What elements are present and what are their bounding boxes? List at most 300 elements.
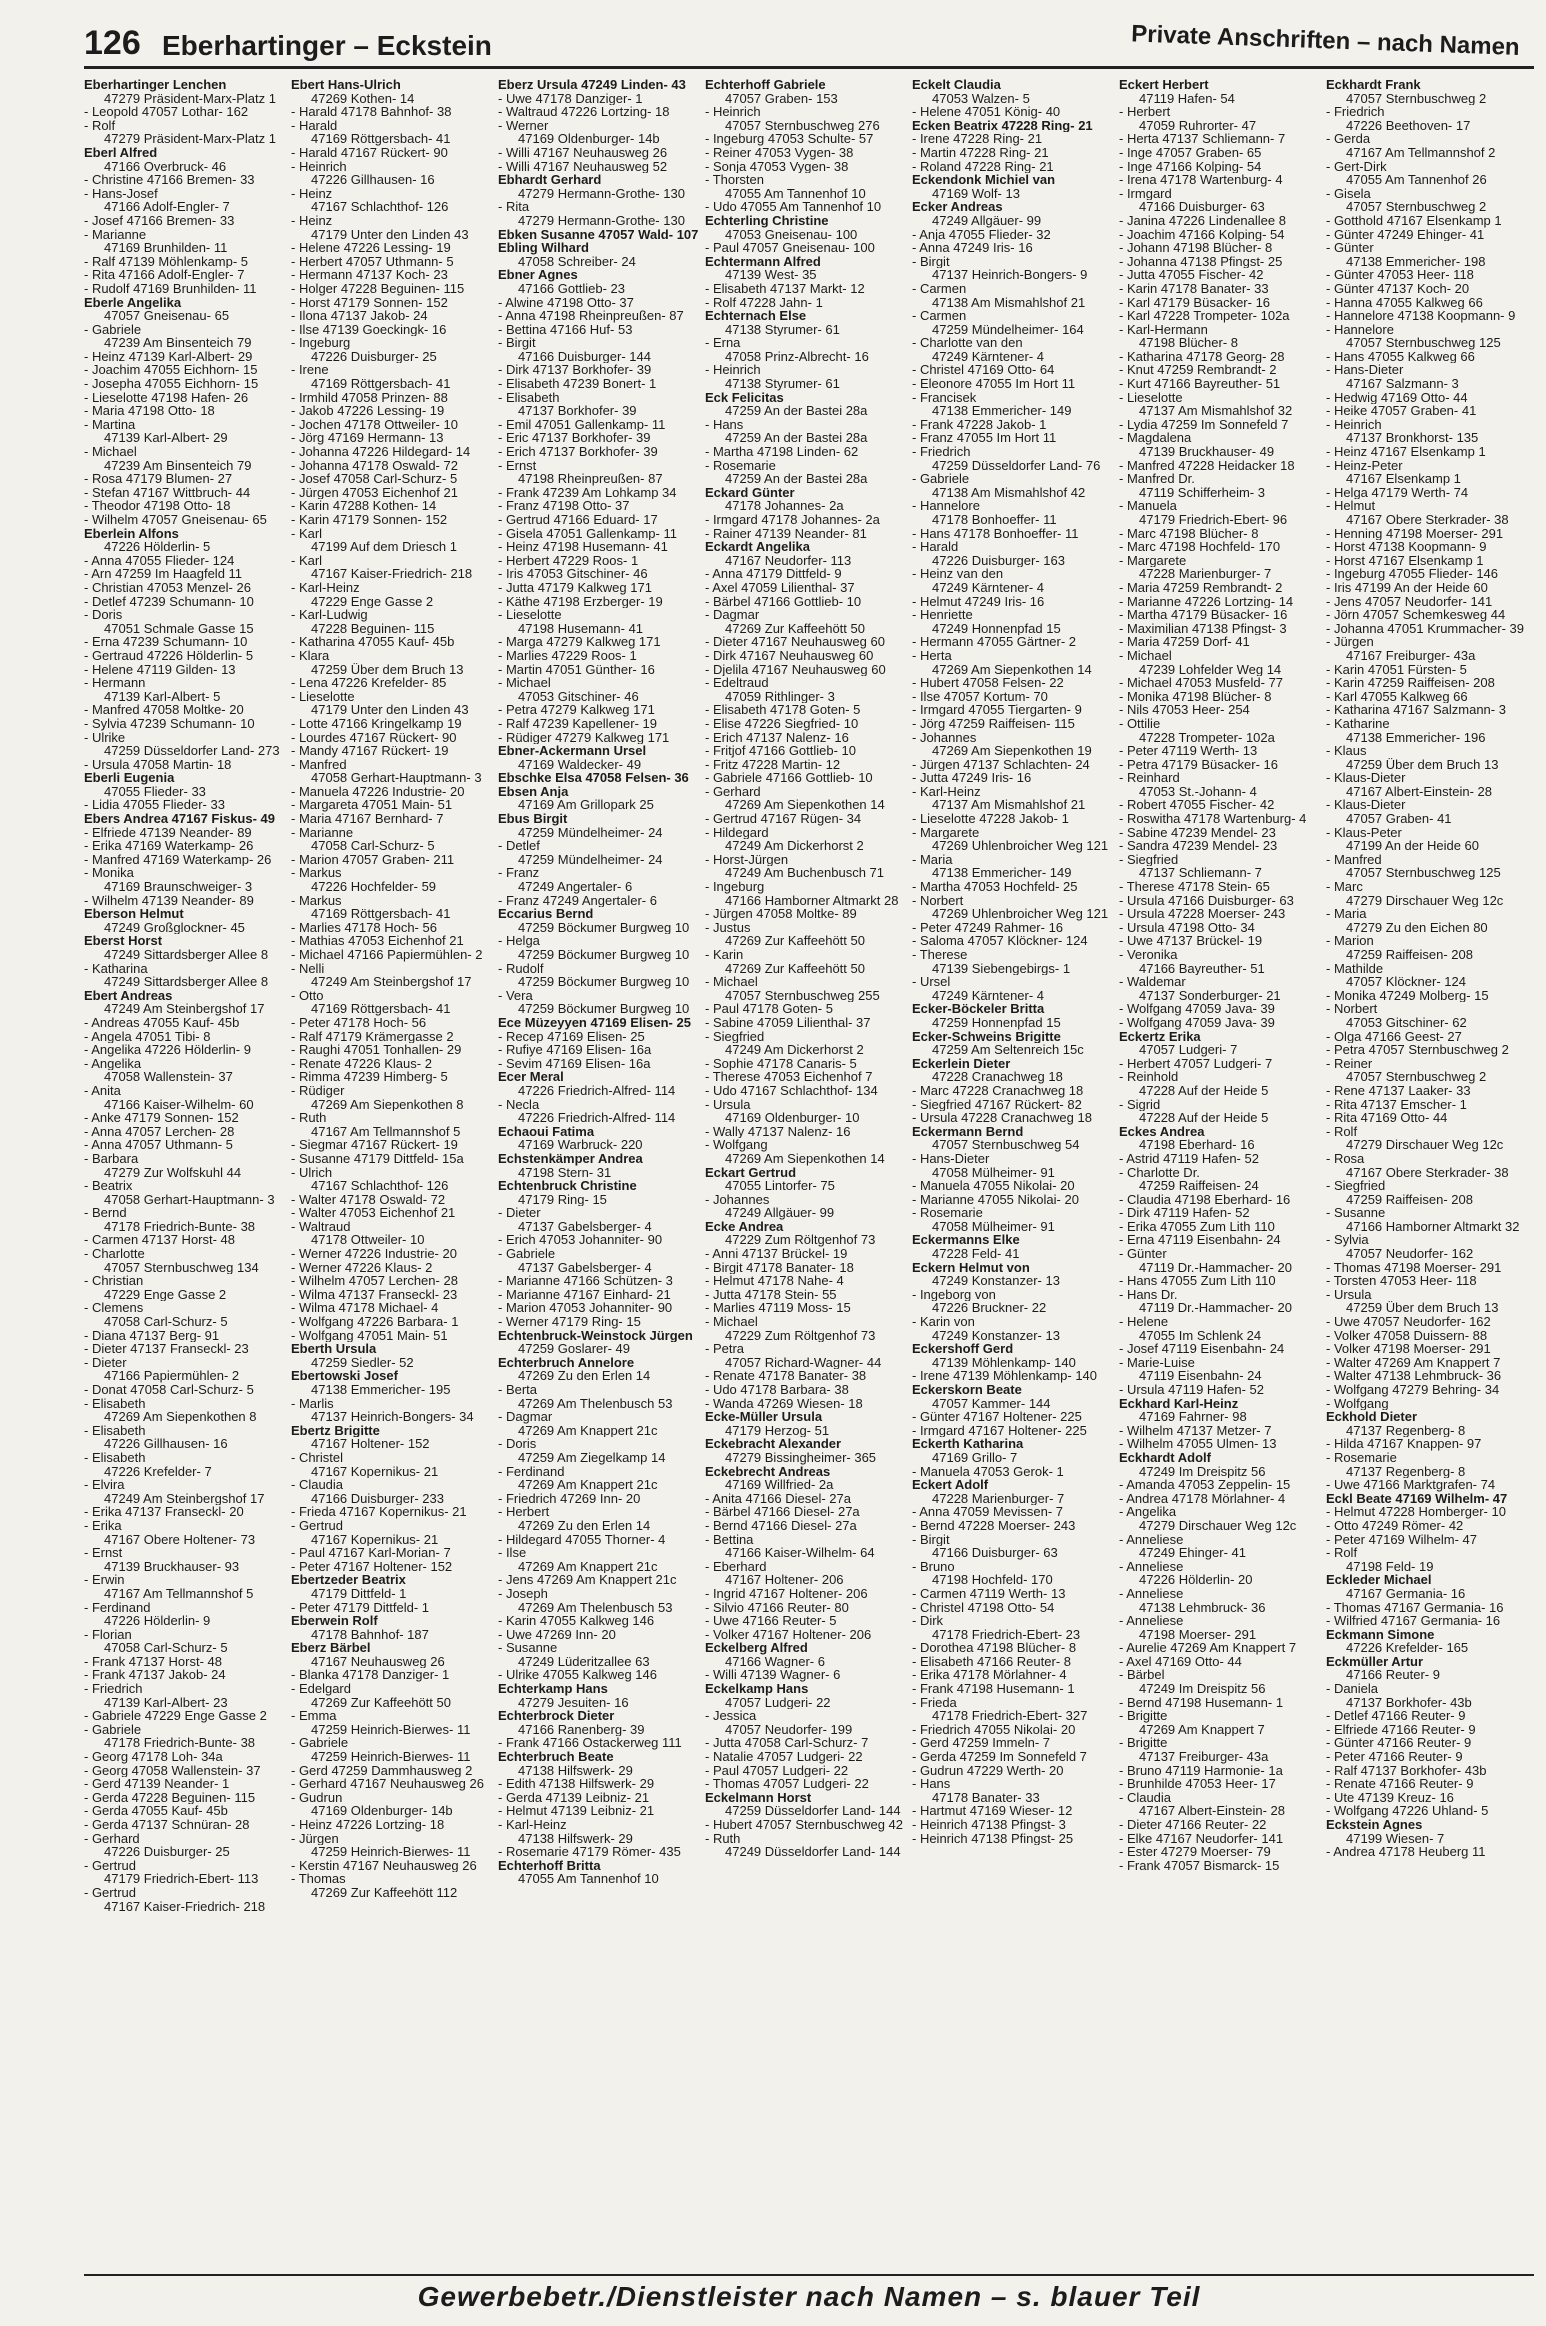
entry-surname: Eckardt Angelika [705,540,811,554]
entry-person: - Karl [291,526,323,541]
entry-address: 47166 Reuter- 9 [1346,1668,1440,1683]
entry-address: 47198 Eberhard- 16 [1139,1138,1255,1152]
entry-person: - Erna 47119 Eisenbahn- 24 [1119,1233,1281,1248]
entry-address: 47226 Duisburger- 163 [932,553,1065,568]
entry-person: - Elise 47226 Siegfried- 10 [705,716,859,731]
entry-address: 47167 Schlachthof- 126 [311,1179,449,1193]
entry-person: - Günter 47167 Holtener- 225 [912,1410,1082,1424]
entry-address: 47057 Sternbuschweg 2 [1346,91,1487,106]
entry-address: 47269 Uhlenbroicher Weg 121 [932,907,1109,921]
entry-address: 47167 Schlachthof- 126 [311,200,449,214]
entry-person: - Paul 47178 Goten- 5 [705,1002,833,1016]
entry-person: - Ingeburg [291,336,351,350]
entry-surname: Eckleder Michael [1326,1573,1432,1587]
entry-address: 47057 Sternbuschweg 2 [1346,1070,1487,1084]
entry-surname: Ebhardt Gerhard [498,173,602,187]
entry-address: 47178 Banater- 33 [932,1790,1040,1805]
entry-person: - Uwe 47137 Brückel- 19 [1119,934,1263,948]
entry-address: 47169 Röttgersbach- 41 [311,907,451,921]
entry-address: 47228 Marienburger- 7 [932,1491,1065,1506]
entry-person: - Necla [498,1097,540,1112]
entry-person: - Alwine 47198 Otto- 37 [498,295,634,310]
entry-person: - Helmut 47178 Nahe- 4 [705,1274,844,1288]
entry-person: - Ingrid 47167 Holtener- 206 [705,1586,868,1601]
entry-person: - Heinrich 47138 Pfingst- 25 [912,1831,1074,1846]
entry-person: - Gerda 47055 Kauf- 45b [84,1804,228,1818]
entry-person: - Katharina 47055 Kauf- 45b [291,635,455,649]
entry-person: - Ulrike 47055 Kalkweg 146 [498,1668,657,1683]
entry-person: - Susanne [498,1641,558,1655]
entry-address: 47137 Borkhofer- 43b [1346,1695,1472,1710]
entry-person: - Hans 47178 Bonhoeffer- 11 [912,526,1079,541]
entry-person: - Amanda 47053 Zeppelin- 15 [1119,1478,1291,1492]
entry-person: - Herbert 47057 Uthmann- 5 [291,254,454,269]
entry-address: 47228 Beguinen- 115 [311,621,435,636]
entry-address: 47226 Krefelder- 7 [104,1464,212,1479]
entry-person: - Heinz [291,213,333,228]
entry-address: 47137 Regenberg- 8 [1346,1423,1466,1438]
entry-person: - Anna 47057 Uthmann- 5 [84,1138,233,1152]
entry-person: - Rolf [84,118,116,133]
entry-person: - Gerda 47259 Im Sonnefeld 7 [912,1750,1087,1764]
entry-person: - Johann 47198 Blücher- 8 [1119,241,1273,255]
entry-address: 47138 Lehmbruck- 36 [1139,1600,1266,1615]
entry-person: - Ingeborg von [912,1287,996,1302]
entry-person: - Manfred 47169 Waterkamp- 26 [84,852,272,867]
entry-person: - Irene [291,363,329,378]
entry-person: - Rita 47166 Adolf-Engler- 7 [84,268,245,282]
entry-surname: Eberle Angelika [84,295,182,310]
entry-address: 47139 West- 35 [725,268,817,282]
entry-address: 47259 Über dem Bruch 13 [311,662,464,677]
directory-columns [84,78,1534,2268]
entry-address: 47249 Im Dreispitz 56 [1139,1464,1266,1479]
entry-person: - Gabriele [498,1247,556,1261]
entry-address: 47178 Friedrich-Ebert- 23 [932,1627,1081,1642]
entry-person: - Anna 47198 Rheinpreußen- 87 [498,309,684,323]
entry-address: 47169 Wolf- 13 [932,186,1020,201]
entry-address: 47249 Am Steinbergshof 17 [311,975,472,989]
entry-person: - Hermann [84,676,146,690]
entry-address: 47167 Obere Sterkrader- 38 [1346,1165,1509,1180]
entry-surname: Ecke Andrea [705,1219,784,1234]
entry-address: 47249 Großglockner- 45 [104,920,245,935]
entry-address: 47229 Zum Röltgenhof 73 [725,1233,876,1248]
entry-person: - Hildegard 47055 Thorner- 4 [498,1532,666,1547]
entry-address: 47239 Am Binsenteich 79 [104,336,252,350]
entry-person: - Florian [84,1627,132,1642]
entry-address: 47057 Sternbuschweg 276 [725,118,880,133]
entry-person: - Gabriele [84,322,142,337]
entry-person: - Erika [84,1518,122,1533]
entry-person: - Irmgard 47178 Johannes- 2a [705,513,880,527]
entry-surname: Eckes Andrea [1119,1124,1205,1139]
entry-person: - Knut 47259 Rembrandt- 2 [1119,363,1277,378]
entry-person: - Carmen 47137 Horst- 48 [84,1233,236,1248]
entry-address: 47137 Am Mismahlshof 21 [932,798,1086,813]
entry-person: - Peter 47179 Dittfeld- 1 [291,1600,430,1615]
entry-person: - Karl 47055 Kalkweg 66 [1326,689,1468,704]
entry-person: - Fritz 47228 Martin- 12 [705,757,841,772]
entry-person: - Susanne [1326,1206,1386,1220]
entry-address: 47249 Am Dickerhorst 2 [725,839,864,853]
entry-person: - Gabriele [291,1736,349,1751]
entry-surname: Ebken Susanne 47057 Wald- 107 [498,227,699,242]
entry-person: - Joseph [498,1586,548,1601]
entry-person: - Karin 47051 Fürsten- 5 [1326,662,1467,677]
entry-surname: Ecker-Schweins Brigitte [912,1029,1061,1044]
entry-person: - Maria [912,852,953,867]
entry-person: - Sylvia [1326,1233,1369,1248]
entry-person: - Christian [84,1274,144,1288]
entry-person: - Rene 47137 Laaker- 33 [1326,1083,1471,1098]
entry-person: - Irmhild 47058 Prinzen- 88 [291,390,448,405]
entry-person: - Klaus-Dieter [1326,798,1406,813]
entry-person: - Friedrich [1326,105,1385,119]
entry-person: - Kerstin 47167 Neuhausweg 26 [291,1858,477,1873]
entry-person: - Emil 47051 Gallenkamp- 11 [498,417,666,432]
entry-person: - Jürgen [291,1831,339,1846]
entry-person: - Rita 47169 Otto- 44 [1326,1111,1448,1125]
entry-person: - Elisabeth 47239 Bonert- 1 [498,377,657,391]
entry-address: 47269 Zur Kaffeehött 50 [311,1695,451,1710]
entry-person: - Volker 47058 Duissern- 88 [1326,1328,1488,1343]
entry-person: - Inge 47057 Graben- 65 [1119,145,1262,160]
entry-person: - Lieselotte 47228 Jakob- 1 [912,812,1069,826]
entry-person: - Ingeburg 47053 Schulte- 57 [705,132,874,146]
entry-address: 47053 Gitschiner- 62 [1346,1015,1467,1030]
entry-person: - Marion [1326,934,1374,948]
entry-person: - Franz [498,866,540,881]
entry-address: 47269 Zur Kaffeehött 112 [311,1885,458,1900]
entry-address: 47166 Hamborner Altmarkt 28 [725,893,899,908]
entry-person: - Gertraud 47226 Hölderlin- 5 [84,648,254,663]
entry-person: - Diana 47137 Berg- 91 [84,1328,220,1343]
entry-person: - Johanna 47226 Hildegard- 14 [291,445,471,459]
entry-person: - Rosa 47179 Blumen- 27 [84,472,233,486]
entry-surname: Echaoui Fatima [498,1124,595,1139]
entry-person: - Walter 47138 Lehmbruck- 36 [1326,1369,1502,1383]
entry-person: - Friedrich 47269 Inn- 20 [498,1491,641,1506]
entry-person: - Therese 47178 Stein- 65 [1119,880,1270,894]
entry-address: 47179 Dittfeld- 1 [311,1586,407,1601]
entry-address: 47058 Wallenstein- 37 [104,1070,233,1084]
entry-person: - Manfred [291,757,347,772]
entry-person: - Werner 47226 Industrie- 20 [291,1247,457,1261]
entry-person: - Michael 47166 Papiermühlen- 2 [291,948,483,962]
entry-person: - Gert-Dirk [1326,159,1387,174]
entry-address: 47269 Zur Kaffeehött 50 [725,621,865,636]
entry-address: 47226 Bruckner- 22 [932,1301,1047,1316]
entry-address: 47137 Sonderburger- 21 [1139,988,1281,1003]
entry-person: - Marion 47053 Johanniter- 90 [498,1301,673,1316]
entry-surname: Eberl Alfred [84,145,158,160]
entry-person: - Ursula [705,1097,751,1112]
entry-address: 47259 Böckumer Burgweg 10 [518,948,690,962]
entry-person: - Detlef 47166 Reuter- 9 [1326,1709,1466,1723]
entry-person: - Wilhelm 47057 Gneisenau- 65 [84,513,267,527]
entry-address: 47057 Klöckner- 124 [1346,975,1466,989]
entry-person: - Bernd 47228 Moerser- 243 [912,1518,1076,1533]
entry-surname: Eckebrecht Andreas [705,1464,831,1479]
entry-person: - Clemens [84,1301,144,1316]
entry-address: 47055 Im Schlenk 24 [1139,1328,1262,1343]
entry-address: 47138 Emmericher- 196 [1346,730,1486,745]
entry-surname: Ebert Andreas [84,988,173,1003]
entry-person: - Detlef 47239 Schumann- 10 [84,594,254,609]
entry-person: - Walter 47269 Am Knappert 7 [1326,1355,1501,1370]
entry-address: 47167 Albert-Einstein- 28 [1139,1804,1285,1818]
entry-person: - Marlies 47119 Moss- 15 [705,1301,851,1316]
entry-person: - Werner 47226 Klaus- 2 [291,1260,433,1275]
entry-address: 47166 Kaiser-Wilhelm- 64 [725,1546,875,1560]
entry-address: 47057 Sternbuschweg 255 [725,988,880,1003]
entry-address: 47055 Am Tannenhof 26 [1346,173,1487,187]
entry-person: - Gabriele 47166 Gottlieb- 10 [705,771,873,785]
entry-person: - Johannes [912,730,977,745]
entry-person: - Horst-Jürgen [705,852,789,867]
entry-address: 47269 Am Siepenkothen 14 [932,662,1092,677]
entry-person: - Bernd [84,1206,127,1220]
entry-person: - Ursula 47058 Martin- 18 [84,757,232,772]
entry-person: - Christine 47166 Bremen- 33 [84,173,255,187]
entry-address: 47249 Kärntener- 4 [932,349,1045,364]
entry-address: 47259 Düsseldorfer Land- 144 [725,1804,901,1818]
entry-person: - Olga 47166 Geest- 27 [1326,1029,1462,1044]
entry-surname: Eckmann Simone [1326,1627,1435,1642]
entry-person: - Jürgen 47137 Schlachten- 24 [912,757,1090,772]
entry-address: 47239 Am Binsenteich 79 [104,458,252,473]
entry-address: 47269 Am Knappert 21c [518,1559,658,1574]
entry-address: 47259 An der Bastei 28a [725,431,868,446]
entry-address: 47269 Am Knappert 21c [518,1478,658,1492]
entry-person: - Gerda 47137 Schnüran- 28 [84,1818,250,1832]
entry-person: - Ulrike [84,730,126,745]
entry-person: - Hannelore [912,499,980,513]
entry-address: 47169 Willfried- 2a [725,1478,834,1492]
entry-address: 47279 Zu den Eichen 80 [1346,920,1488,935]
entry-person: - Wilfried 47167 Germania- 16 [1326,1614,1501,1628]
entry-person: - Holger 47228 Beguinen- 115 [291,281,465,296]
entry-person: - Edith 47138 Hilfswerk- 29 [498,1777,655,1791]
entry-person: - Walter 47178 Oswald- 72 [291,1192,446,1207]
entry-person: - Blanka 47178 Danziger- 1 [291,1668,450,1683]
entry-address: 47269 Am Thelenbusch 53 [518,1396,673,1411]
entry-address: 47269 Am Siepenkothen 14 [725,798,885,813]
entry-address: 47058 Carl-Schurz- 5 [104,1641,228,1655]
entry-person: - Hans-Josef [84,186,158,201]
entry-person: - Helene [1119,1315,1169,1329]
entry-address: 47058 Prinz-Albrecht- 16 [725,349,869,364]
entry-person: - Gerda 47139 Leibniz- 21 [498,1790,650,1805]
entry-person: - Anneliese [1119,1614,1184,1628]
entry-address: 47053 Gneisenau- 100 [725,227,858,242]
entry-person: - Theodor 47198 Otto- 18 [84,499,231,513]
entry-person: - Wilhelm 47055 Ulmen- 13 [1119,1437,1277,1451]
entry-address: 47169 Fahrner- 98 [1139,1410,1247,1424]
entry-person: - Silvio 47166 Reuter- 80 [705,1600,849,1615]
entry-address: 47058 Gerhart-Hauptmann- 3 [104,1192,275,1207]
entry-person: - Lieselotte [498,608,562,622]
entry-person: - Ursula 47119 Hafen- 52 [1119,1383,1265,1397]
entry-person: - Helga 47179 Werth- 74 [1326,485,1469,500]
entry-address: 47179 Unter den Linden 43 [311,703,469,717]
entry-person: - Anna 47179 Dittfeld- 9 [705,567,842,581]
entry-person: - Carmen [912,281,967,296]
entry-address: 47269 Am Siepenkothen 14 [725,1151,885,1166]
entry-address: 47166 Bayreuther- 51 [1139,961,1265,976]
entry-person: - Erich 47053 Johanniter- 90 [498,1233,663,1248]
entry-person: - Elisabeth [84,1423,146,1438]
entry-person: - Bettina [705,1532,754,1547]
directory-column [1119,78,1326,2268]
entry-address: 47167 Obere Sterkrader- 38 [1346,513,1509,527]
entry-address: 47057 Richard-Wagner- 44 [725,1355,882,1370]
entry-person: - Manuela [1119,499,1177,513]
entry-person: - Doris [498,1437,537,1451]
entry-person: - Wolfgang 47226 Uhland- 5 [1326,1804,1489,1818]
entry-person: - Petra 47179 Büsacker- 16 [1119,757,1278,772]
entry-person: - Lourdes 47167 Rückert- 90 [291,730,457,745]
entry-address: 47269 Am Knappert 21c [518,1423,658,1438]
entry-surname: Echterbrock Dieter [498,1709,615,1723]
entry-person: - Jürgen [1326,635,1374,649]
entry-surname: Echtenbruck Christine [498,1179,637,1193]
entry-person: - Jens 47269 Am Knappert 21c [498,1573,677,1587]
entry-person: - Michael [705,1315,758,1329]
entry-person: - Ursula 47198 Otto- 34 [1119,920,1255,935]
entry-address: 47249 Lüderitzallee 63 [518,1654,650,1669]
entry-person: - Lieselotte [1119,390,1183,405]
entry-person: - Katharina 47167 Salzmann- 3 [1326,703,1506,717]
entry-address: 47119 Hafen- 54 [1139,91,1235,106]
entry-person: - Gertrud 47167 Rügen- 34 [705,812,862,826]
entry-person: - Marc [1326,880,1363,894]
entry-surname: Eckhardt Frank [1326,78,1421,92]
entry-person: - Margareta 47051 Main- 51 [291,798,453,813]
entry-surname: Ebertz Brigitte [291,1423,380,1438]
entry-address: 47058 Schreiber- 24 [518,254,636,269]
entry-address: 47228 Feld- 41 [932,1247,1020,1261]
entry-address: 47228 Cranachweg 18 [932,1070,1063,1084]
entry-person: - Hans 47055 Zum Lith 110 [1119,1274,1276,1288]
entry-address: 47279 Dirschauer Weg 12c [1346,893,1504,908]
entry-person: - Hans 47055 Kalkweg 66 [1326,349,1475,364]
entry-person: - Margarete [912,825,980,840]
entry-person: - Uwe 47269 Inn- 20 [498,1627,616,1642]
entry-person: - Wilma 47178 Michael- 4 [291,1301,439,1316]
entry-person: - Peter 47178 Hoch- 56 [291,1015,427,1030]
entry-surname: Eckl Beate 47169 Wilhelm- 47 [1326,1491,1508,1506]
entry-person: - Lydia 47259 Im Sonnefeld 7 [1119,417,1289,432]
entry-person: - Martha 47053 Hochfeld- 25 [912,880,1078,894]
entry-surname: Eckertz Erika [1119,1029,1201,1044]
entry-address: 47058 Mülheimer- 91 [932,1165,1055,1180]
entry-person: - Ursula 47166 Duisburger- 63 [1119,893,1294,908]
entry-address: 47226 Duisburger- 25 [311,349,437,364]
entry-person: - Joachim 47055 Eichhorn- 15 [84,363,258,378]
entry-address: 47166 Duisburger- 144 [518,349,651,364]
entry-person: - Georg 47178 Loh- 34a [84,1750,223,1764]
entry-address: 47179 Herzog- 51 [725,1423,830,1438]
entry-person: - Brigitte [1119,1736,1168,1751]
entry-person: - Helmut 47249 Iris- 16 [912,594,1045,609]
entry-person: - Herbert 47057 Ludgeri- 7 [1119,1056,1273,1071]
entry-address: 47139 Bruckhauser- 49 [1139,445,1275,459]
entry-address: 47167 Kopernikus- 21 [311,1532,439,1547]
entry-person: - Erika 47178 Mörlahner- 4 [912,1668,1067,1683]
entry-address: 47166 Duisburger- 63 [1139,200,1265,214]
entry-address: 47137 Heinrich-Bongers- 34 [311,1410,474,1424]
entry-address: 47138 Am Mismahlshof 21 [932,295,1086,310]
entry-person: - Otto [291,988,324,1003]
entry-address: 47139 Karl-Albert- 23 [104,1695,228,1710]
entry-surname: Eberhartinger Lenchen [84,78,227,92]
entry-address: 47137 Regenberg- 8 [1346,1464,1466,1479]
entry-address: 47259 Heinrich-Bierwes- 11 [311,1845,471,1859]
entry-person: - Jutta 47249 Iris- 16 [912,771,1032,785]
entry-person: - Anja 47055 Flieder- 32 [912,227,1051,242]
entry-person: - Friedrich [912,445,971,459]
entry-address: 47167 Kaiser-Friedrich- 218 [104,1899,266,1914]
entry-address: 47167 Am Tellmannshof 2 [1346,145,1496,160]
entry-person: - Raughi 47051 Tonhallen- 29 [291,1043,462,1057]
entry-person: - Ferdinand [498,1464,565,1479]
entry-person: - Irena 47178 Wartenburg- 4 [1119,173,1283,187]
entry-person: - Wally 47137 Nalenz- 16 [705,1124,851,1139]
entry-address: 47169 Brunhilden- 11 [104,241,228,255]
entry-address: 47166 Gottlieb- 23 [518,281,625,296]
entry-person: - Johannes [705,1192,770,1207]
entry-address: 47137 Gabelsberger- 4 [518,1260,652,1275]
entry-person: - Monika [84,866,134,881]
entry-person: - Irene 47139 Möhlenkamp- 140 [912,1369,1098,1383]
entry-person: - Thomas 47198 Moerser- 291 [1326,1260,1502,1275]
entry-person: - Volker 47167 Holtener- 206 [705,1627,872,1642]
entry-person: - Gotthold 47167 Elsenkamp 1 [1326,213,1502,228]
entry-person: - Monika 47249 Molberg- 15 [1326,988,1489,1003]
entry-person: - Paul 47057 Gneisenau- 100 [705,241,875,255]
entry-person: - Magdalena [1119,431,1192,446]
entry-person: - Wolfgang [1326,1396,1389,1411]
entry-person: - Harald [912,540,959,554]
entry-person: - Klaus-Peter [1326,825,1402,840]
entry-person: - Marianne 47226 Lortzing- 14 [1119,594,1294,609]
entry-person: - Ursula 47228 Cranachweg 18 [912,1111,1092,1125]
entry-person: - Uwe 47057 Neudorfer- 162 [1326,1315,1491,1329]
entry-person: - Irmgard 47167 Holtener- 225 [912,1423,1087,1438]
entry-surname: Eckelberg Alfred [705,1641,808,1655]
entry-address: 47055 Flieder- 33 [104,784,206,799]
entry-person: - Heinz 47167 Elsenkamp 1 [1326,445,1486,459]
entry-person: - Norbert [1326,1002,1378,1016]
entry-person: - Jürgen 47053 Eichenhof 21 [291,485,458,500]
entry-person: - Rudolf [498,961,544,976]
entry-address: 47269 Am Siepenkothen 8 [311,1097,464,1112]
entry-person: - Siegfried [705,1029,765,1044]
entry-address: 47259 Raiffeisen- 208 [1346,948,1473,962]
entry-person: - Heinz 47139 Karl-Albert- 29 [84,349,253,364]
entry-person: - Marlies 47229 Roos- 1 [498,648,637,663]
entry-surname: Eberst Horst [84,934,163,948]
entry-person: - Johanna 47138 Pfingst- 25 [1119,254,1283,269]
entry-address: 47138 Emmericher- 195 [311,1383,451,1397]
entry-person: - Thomas [291,1872,346,1886]
entry-person: - Dirk 47119 Hafen- 52 [1119,1206,1250,1220]
entry-address: 47198 Rheinpreußen- 87 [518,472,663,486]
entry-surname: Ecer Meral [498,1070,564,1084]
entry-person: - Hermann 47055 Gärtner- 2 [912,635,1077,649]
